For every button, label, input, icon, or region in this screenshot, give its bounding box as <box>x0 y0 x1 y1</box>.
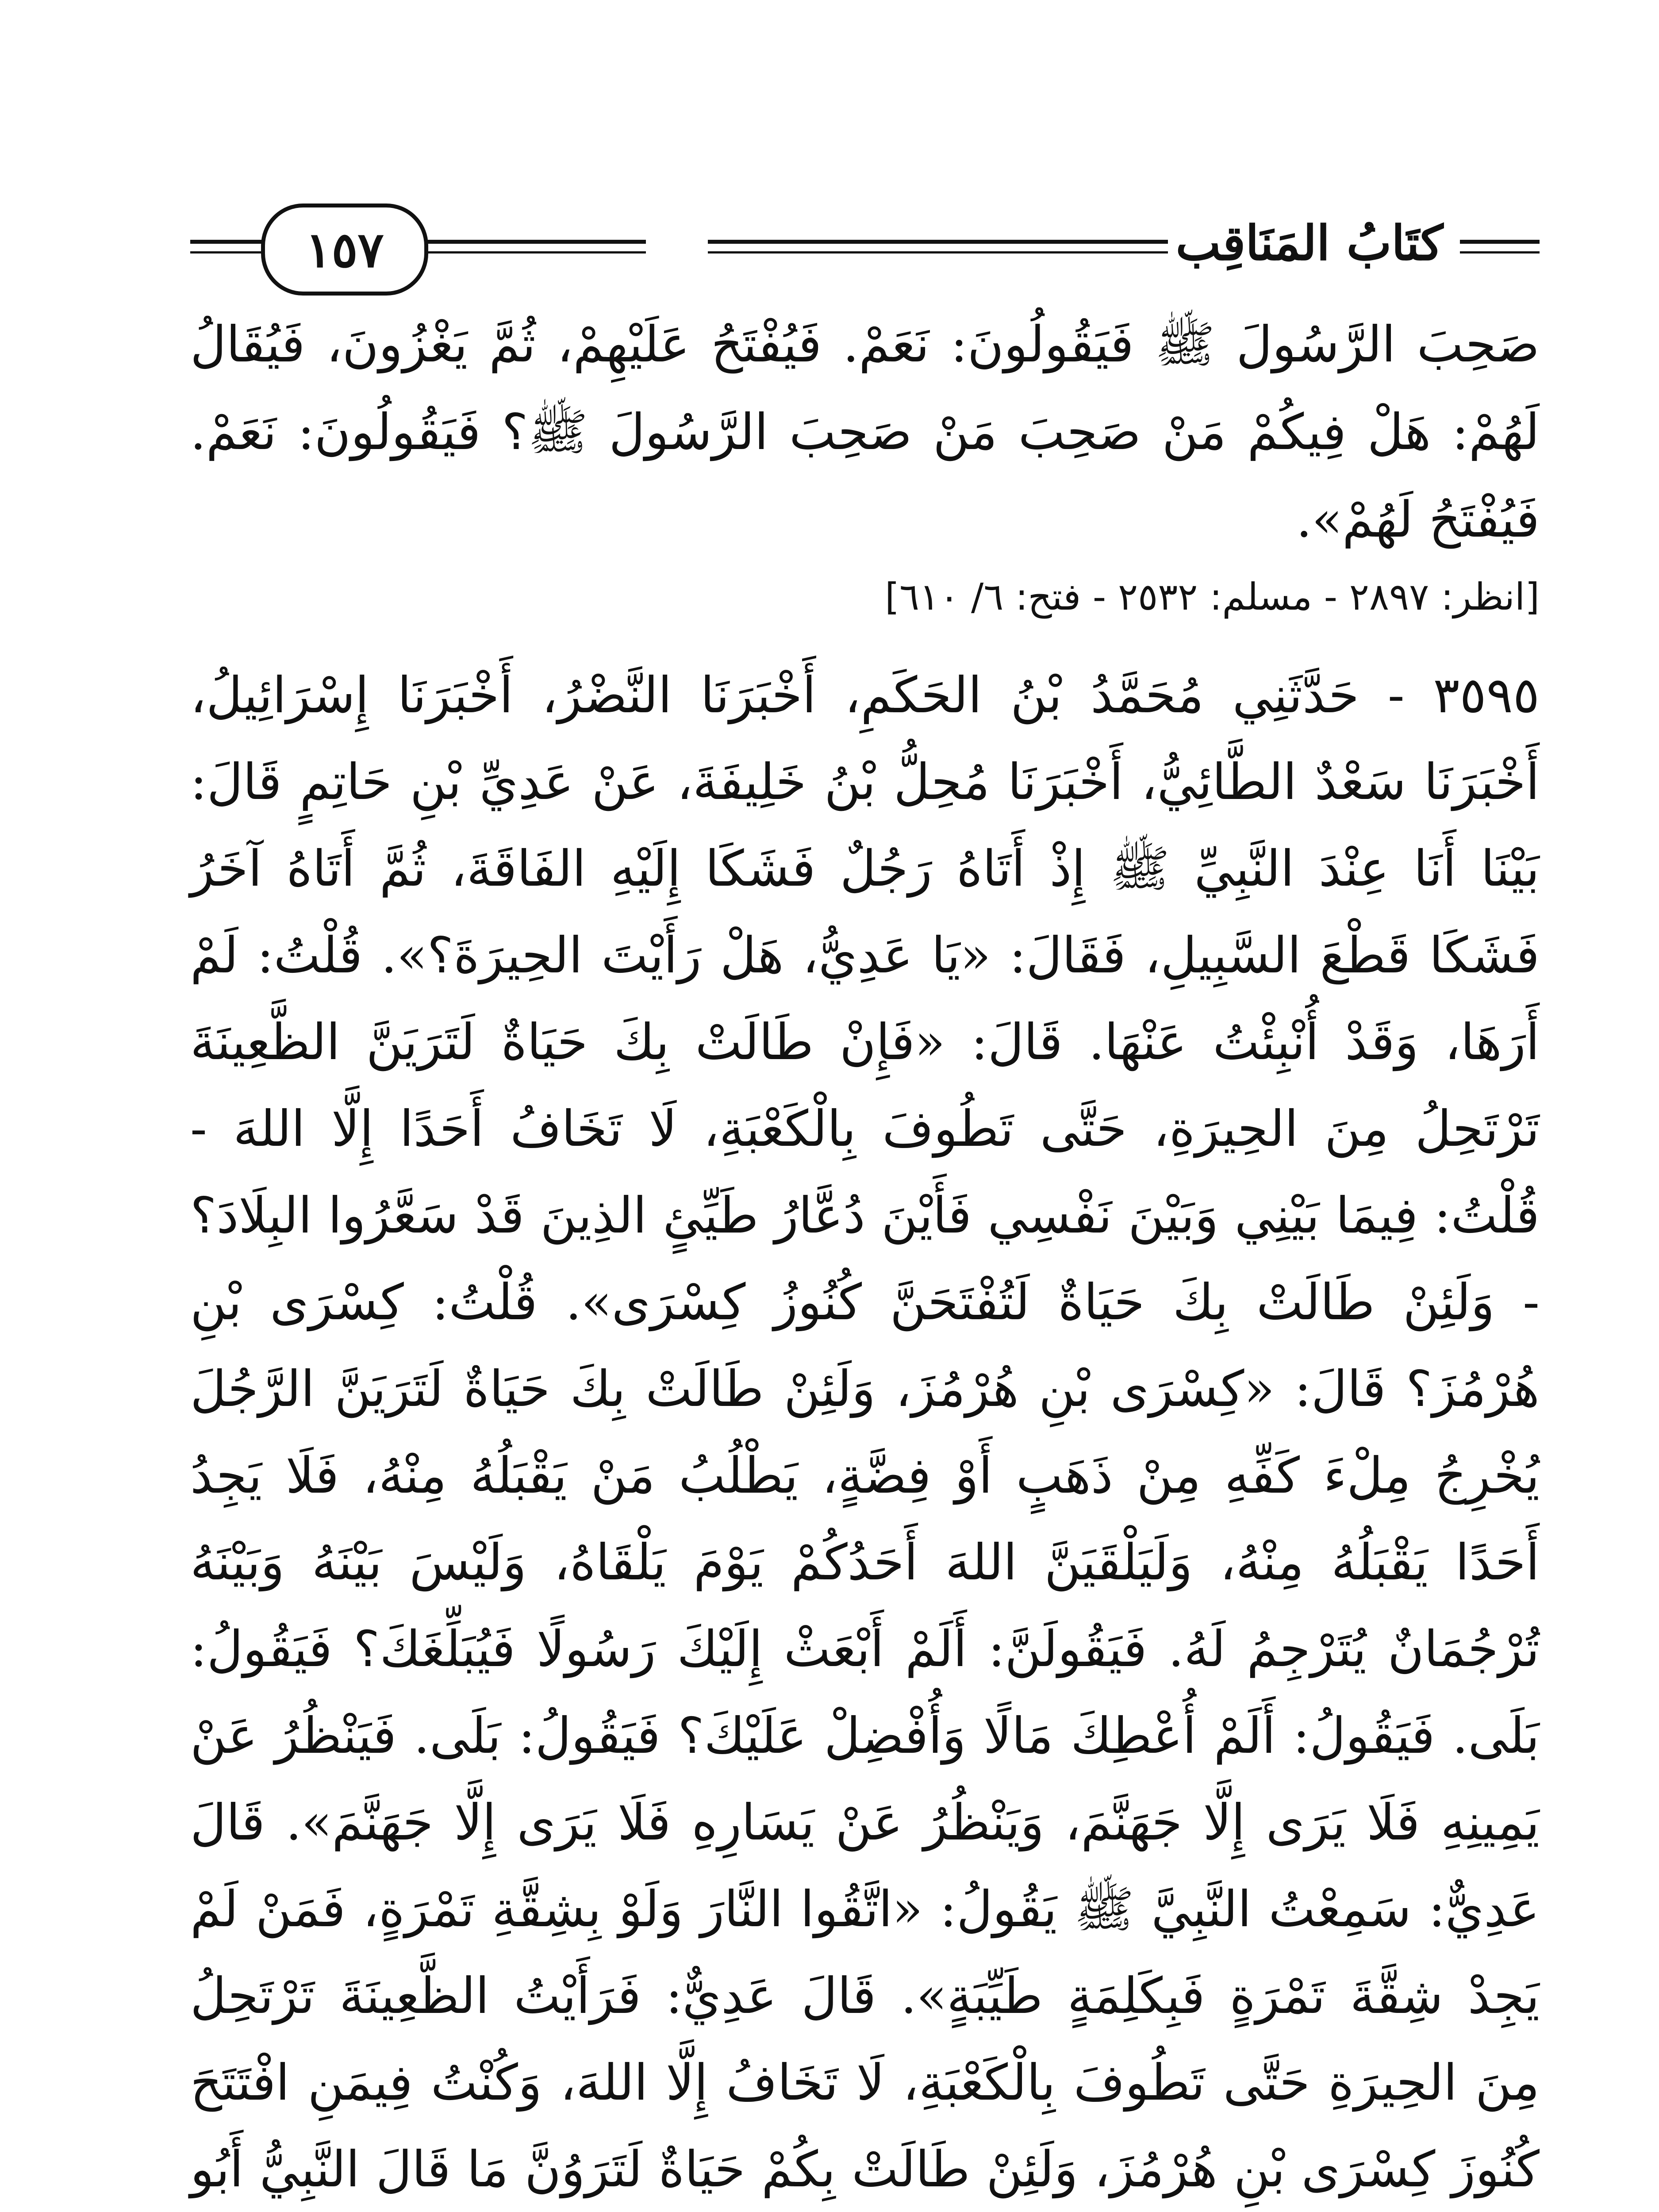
text-paragraph: صَحِبَ الرَّسُولَ ﷺ فَيَقُولُونَ: نَعَمْ. فَيُفْتَحُ عَلَيْهِمْ، ثُمَّ يَغْزُونَ، فَيُقَالُ لَهُمْ: هَلْ فِيكُمْ مَنْ صَحِبَ مَنْ صَحِبَ الرَّسُولَ ﷺ؟ فَيَقُولُونَ: نَعَمْ. فَيُفْتَحُ لَهُمْ». <box>190 316 1540 549</box>
hadith-paragraph: ٣٥٩٥ - حَدَّثَنِي مُحَمَّدُ بْنُ الحَكَمِ، أَخْبَرَنَا النَّضْرُ، أَخْبَرَنَا إِسْرَائِيلُ، أَخْبَرَنَا سَعْدٌ الطَّائِيُّ، أَخْبَرَنَا مُحِلُّ بْنُ خَلِيفَةَ، عَنْ عَدِيِّ بْنِ حَاتِمٍ قَالَ: بَيْنَا أَنَا عِنْدَ النَّبِيِّ ﷺ إِذْ أَتَاهُ رَجُلٌ فَشَكَا إِلَيْهِ الفَاقَةَ، ثُمَّ أَتَاهُ آخَرُ فَشَكَا قَطْعَ السَّبِيلِ، فَقَالَ: «يَا عَدِيُّ، هَلْ رَأَيْتَ الحِيرَةَ؟». قُلْتُ: لَمْ أَرَهَا، وَقَدْ أُنْبِئْتُ عَنْهَا. قَالَ: «فَإِنْ طَالَتْ بِكَ حَيَاةٌ لَتَرَيَنَّ الظَّعِينَةَ تَرْتَحِلُ مِنَ الحِيرَةِ، حَتَّى تَطُوفَ بِالْكَعْبَةِ، لَا تَخَافُ أَحَدًا إِلَّا اللهَ - قُلْتُ: فِيمَا بَيْنِي وَبَيْنَ نَفْسِي فَأَيْنَ دُعَّارُ طَيِّئٍ الذِينَ قَدْ سَعَّرُوا البِلَادَ؟ - وَلَئِنْ طَالَتْ بِكَ حَيَاةٌ لَتُفْتَحَنَّ كُنُوزُ كِسْرَى». قُلْتُ: كِسْرَى بْنِ هُرْمُزَ؟ قَالَ: «كِسْرَى بْنِ هُرْمُزَ، وَلَئِنْ طَالَتْ بِكَ حَيَاةٌ لَتَرَيَنَّ الرَّجُلَ يُخْرِجُ مِلْءَ كَفِّهِ مِنْ ذَهَبٍ أَوْ فِضَّةٍ، يَطْلُبُ مَنْ يَقْبَلُهُ مِنْهُ، فَلَا يَجِدُ أَحَدًا يَقْبَلُهُ مِنْهُ، وَلَيَلْقَيَنَّ اللهَ أَحَدُكُمْ يَوْمَ يَلْقَاهُ، وَلَيْسَ بَيْنَهُ وَبَيْنَهُ تُرْجُمَانٌ يُتَرْجِمُ لَهُ. فَيَقُولَنَّ: أَلَمْ أَبْعَثْ إِلَيْكَ رَسُولًا فَيُبَلِّغَكَ؟ فَيَقُولُ: بَلَى. فَيَقُولُ: أَلَمْ أُعْطِكَ مَالًا وَأُفْضِلْ عَلَيْكَ؟ فَيَقُولُ: بَلَى. فَيَنْظُرُ عَنْ يَمِينِهِ فَلَا يَرَى إِلَّا جَهَنَّمَ، وَيَنْظُرُ عَنْ يَسَارِهِ فَلَا يَرَى إِلَّا جَهَنَّمَ». قَالَ عَدِيٌّ: سَمِعْتُ النَّبِيَّ ﷺ يَقُولُ: «اتَّقُوا النَّارَ وَلَوْ بِشِقَّةِ تَمْرَةٍ، فَمَنْ لَمْ يَجِدْ شِقَّةَ تَمْرَةٍ فَبِكَلِمَةٍ طَيِّبَةٍ». قَالَ عَدِيٌّ: فَرَأَيْتُ الظَّعِينَةَ تَرْتَحِلُ مِنَ الحِيرَةِ حَتَّى تَطُوفَ بِالْكَعْبَةِ، لَا تَخَافُ إِلَّا اللهَ، وَكُنْتُ فِيمَنِ افْتَتَحَ كُنُوزَ كِسْرَى بْنِ هُرْمُزَ، وَلَئِنْ طَالَتْ بِكُمْ حَيَاةٌ لَتَرَوُنَّ مَا قَالَ النَّبِيُّ أَبُو <box>190 667 1540 2198</box>
page-body <box>190 301 1540 2212</box>
cross-reference: [انظر: ٢٨٩٧ - مسلم: ٢٥٣٢ - فتح: ٦/ ٦١٠] <box>885 575 1540 618</box>
page-number: ١٥٧ <box>261 204 428 296</box>
book-title: كتَابُ المَنَاقِب <box>1168 204 1451 283</box>
header-rule <box>1460 251 1540 253</box>
page-header <box>190 199 1540 288</box>
header-rule <box>1460 240 1540 244</box>
